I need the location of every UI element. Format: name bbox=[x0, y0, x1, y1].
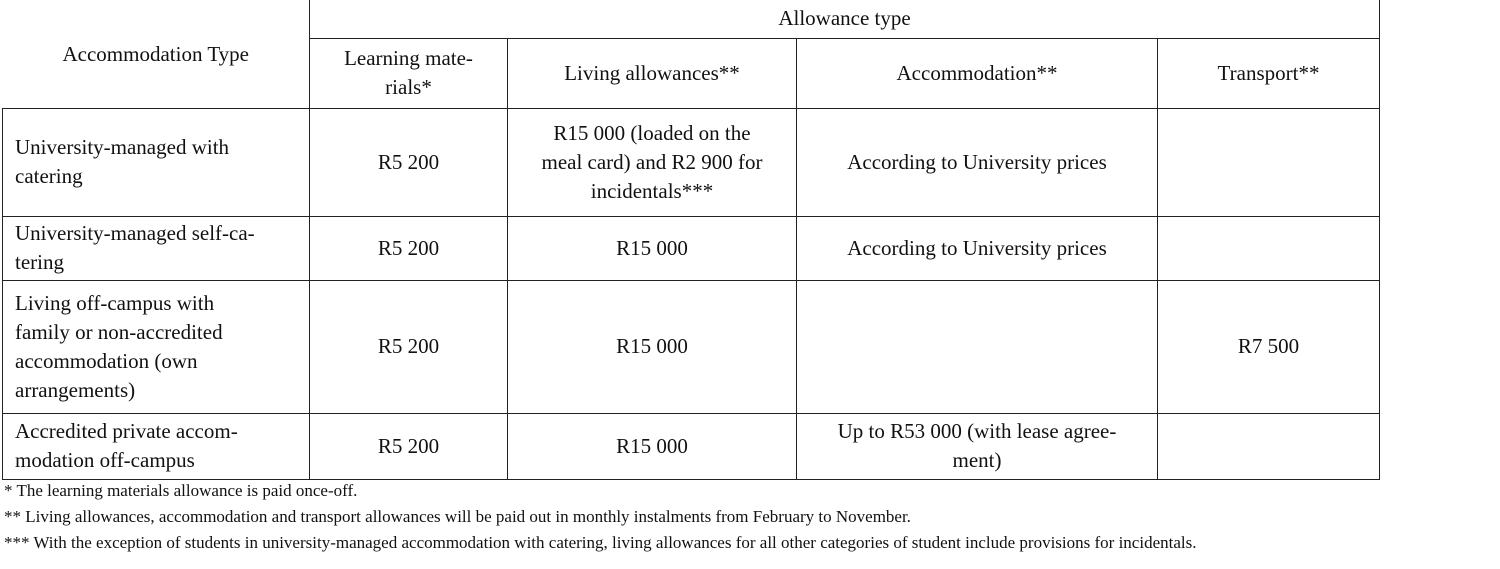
group-header-row bbox=[3, 0, 1380, 38]
column-header-row bbox=[3, 38, 1380, 108]
living-allowances-header: Living allowances** bbox=[508, 38, 797, 108]
accommodation-cell: According to University prices bbox=[797, 216, 1158, 280]
allowance-table bbox=[2, 0, 1380, 480]
transport-cell bbox=[1158, 108, 1380, 216]
living-allowance-cell: R15 000 bbox=[508, 216, 797, 280]
accommodation-type-cell: University-managed with catering bbox=[3, 108, 310, 216]
transport-cell bbox=[1158, 413, 1380, 479]
corner-cell bbox=[3, 0, 310, 38]
accommodation-type-cell: University-managed self-ca- tering bbox=[3, 216, 310, 280]
accommodation-header: Accommodation** bbox=[797, 38, 1158, 108]
learning-materials-cell: R5 200 bbox=[310, 413, 508, 479]
learning-materials-cell: R5 200 bbox=[310, 280, 508, 413]
accommodation-cell: According to University prices bbox=[797, 108, 1158, 216]
learning-materials-cell: R5 200 bbox=[310, 108, 508, 216]
living-allowance-cell: R15 000 (loaded on the meal card) and R2 900 for incidentals*** bbox=[508, 108, 797, 216]
accommodation-cell bbox=[797, 280, 1158, 413]
footnote-incidentals: *** With the exception of students in university-managed accommodation with catering, living allowances for all other categories of student include provisions for incidentals. bbox=[4, 533, 1197, 552]
footnote-learning-materials: * The learning materials allowance is paid once-off. bbox=[4, 481, 358, 500]
allowance-type-header: Allowance type bbox=[310, 0, 1380, 38]
accommodation-type-cell: Accredited private accom- modation off-campus bbox=[3, 413, 310, 479]
footnote-monthly-instalments: ** Living allowances, accommodation and transport allowances will be paid out in monthly instalments from February to November. bbox=[4, 507, 911, 526]
learning-materials-header: Learning mate- rials* bbox=[310, 38, 508, 108]
accommodation-type-cell: Living off-campus with family or non-accredited accommodation (own arrangements) bbox=[3, 280, 310, 413]
accommodation-type-header: Accommodation Type bbox=[3, 38, 310, 108]
living-allowance-cell: R15 000 bbox=[508, 413, 797, 479]
table-row bbox=[3, 216, 1380, 280]
living-allowance-cell: R15 000 bbox=[508, 280, 797, 413]
accommodation-cell: Up to R53 000 (with lease agree- ment) bbox=[797, 413, 1158, 479]
transport-cell: R7 500 bbox=[1158, 280, 1380, 413]
transport-cell bbox=[1158, 216, 1380, 280]
transport-header: Transport** bbox=[1158, 38, 1380, 108]
table-row bbox=[3, 280, 1380, 413]
table-row bbox=[3, 108, 1380, 216]
table-row bbox=[3, 413, 1380, 479]
footnotes bbox=[4, 478, 1196, 556]
learning-materials-cell: R5 200 bbox=[310, 216, 508, 280]
